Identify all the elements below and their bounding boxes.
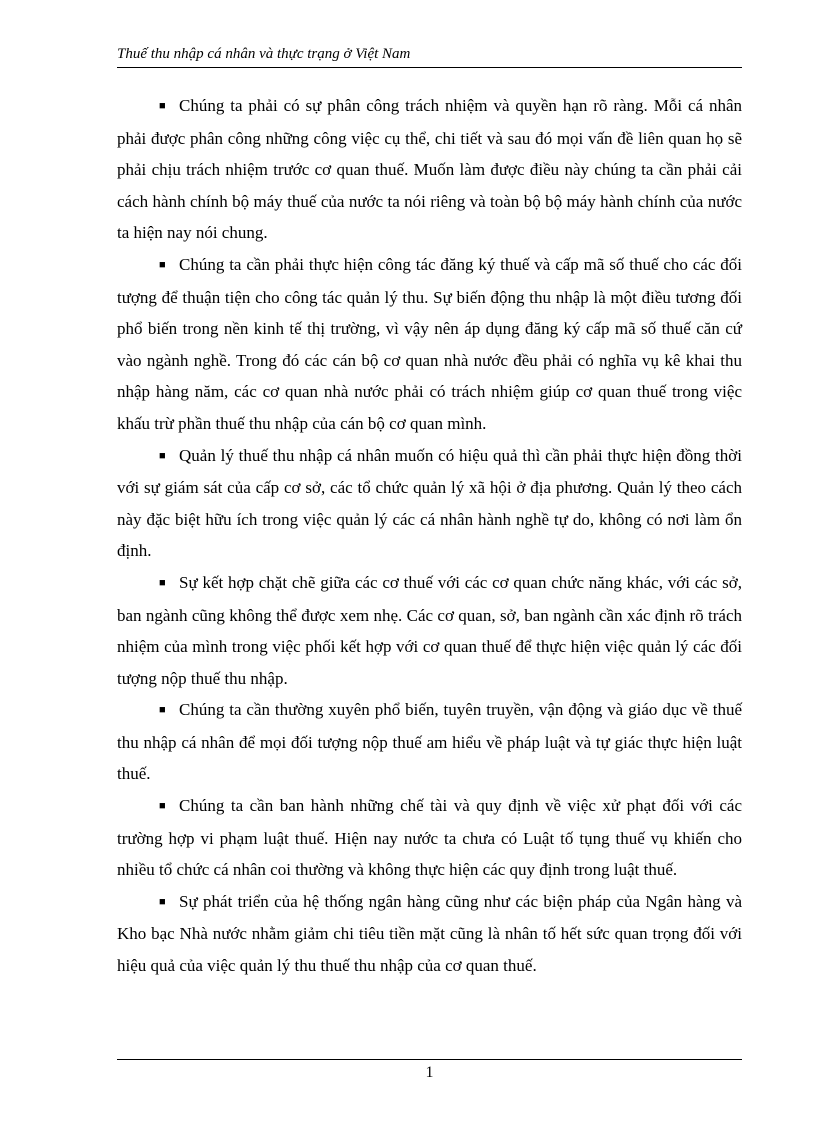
page-number: 1 [425,1064,434,1081]
bullet-square-icon: ■ [159,704,166,717]
bullet-paragraph-6 [117,790,742,886]
bullet-square-icon: ■ [159,800,166,813]
paragraph-text: Chúng ta phải có sự phân công trách nhiệm và quyền hạn rõ ràng. Mỗi cá nhân phải được phân công những công việc cụ thể, chi tiết và sau đó mọi vấn đề liên quan họ sẽ phải chịu trách nhiệm trước cơ quan thuế. Muốn làm được điều này chúng ta cần phải cải cách hành chính bộ máy thuế của nước ta nói riêng và toàn bộ bộ máy hành chính của nước ta hiện nay nói chung. [117,96,742,243]
bullet-paragraph-4 [117,567,742,694]
paragraph-text: Quản lý thuế thu nhập cá nhân muốn có hiệu quả thì cần phải thực hiện đồng thời với sự giám sát của cấp cơ sở, các tổ chức quản lý xã hội ở địa phương. Quản lý theo cách này đặc biệt hữu ích trong việc quản lý các cá nhân hành nghề tự do, không có nơi làm ổn định. [117,445,742,561]
paragraph-text: Chúng ta cần phải thực hiện công tác đăng ký thuế và cấp mã số thuế cho các đối tượng để thuận tiện cho công tác quản lý thu. Sự biến động thu nhập là một điều tương đối phổ biến trong nền kinh tế thị trường, vì vậy nên áp dụng đăng ký cấp mã số thuế căn cứ vào ngành nghề. Trong đó các cán bộ cơ quan nhà nước đều phải có nghĩa vụ kê khai thu nhập hàng năm, các cơ quan nhà nước phải có trách nhiệm giúp cơ quan thuế trong việc khấu trừ phần thuế thu nhập của cán bộ cơ quan mình. [117,254,742,433]
bullet-paragraph-1 [117,90,742,249]
bullet-paragraph-2 [117,249,742,440]
bullet-square-icon: ■ [159,449,166,462]
bullet-square-icon: ■ [159,100,166,112]
paragraph-text: Chúng ta cần ban hành những chế tài và quy định về việc xử phạt đối với các trường hợp vi phạm luật thuế. Hiện nay nước ta chưa có Luật tố tụng thuế vụ khiến cho nhiều tổ chức cá nhân coi thường và không thực hiện các quy định trong luật thuế. [117,796,742,880]
bullet-paragraph-7 [117,886,742,982]
header-title: Thuế thu nhập cá nhân và thực trạng ở Việt Nam [117,46,411,62]
paragraph-text: Sự phát triển của hệ thống ngân hàng cũng như các biện pháp của Ngân hàng và Kho bạc Nhà nước nhằm giảm chi tiêu tiền mặt cũng là nhân tố hết sức quan trọng đối với hiệu quả của việc quản lý thu thuế thu nhập của cơ quan thuế. [117,891,742,976]
running-header [117,44,742,68]
bullet-paragraph-5 [117,694,742,790]
bullet-paragraph-3 [117,440,742,567]
paragraph-text: Chúng ta cần thường xuyên phổ biến, tuyên truyền, vận động và giáo dục về thuế thu nhập cá nhân để mọi đối tượng nộp thuế am hiểu về pháp luật và tự giác thực hiện luật thuế. [117,700,742,784]
footer-divider [117,1059,742,1060]
bullet-square-icon: ■ [159,895,166,908]
paragraph-text: Sự kết hợp chặt chẽ giữa các cơ thuế với các cơ quan chức năng khác, với các sở, ban ngành cũng không thể được xem nhẹ. Các cơ quan, sở, ban ngành cần xác định rõ trách nhiệm của mình trong việc phối kết hợp với cơ quan thuế để thực hiện việc quản lý các đối tượng nộp thuế thu nhập. [117,572,742,688]
bullet-square-icon: ■ [159,576,166,589]
bullet-square-icon: ■ [159,258,166,271]
document-body [117,90,742,982]
